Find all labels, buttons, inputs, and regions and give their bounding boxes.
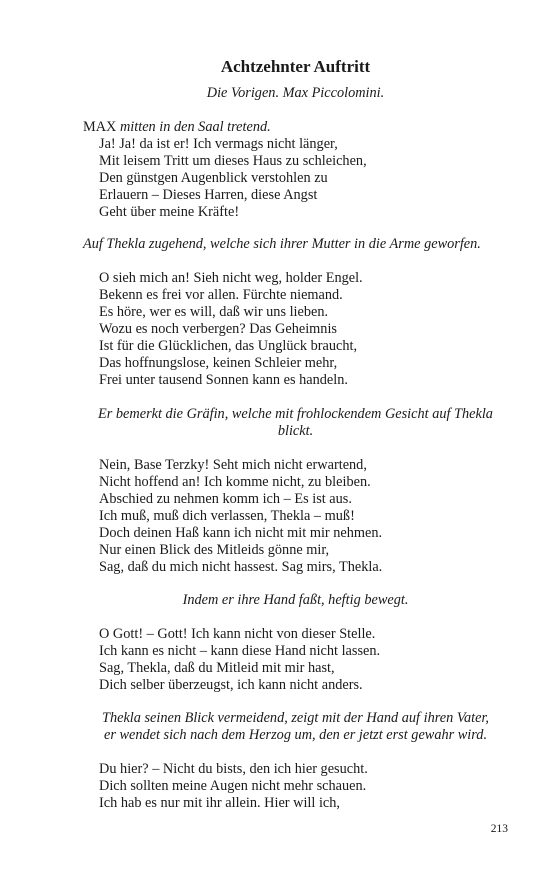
verse-line: Ich hab es nur mit ihr allein. Hier will ich, xyxy=(99,795,340,811)
verse-line: Mit leisem Tritt um dieses Haus zu schleichen, xyxy=(99,153,367,169)
verse-line: O sieh mich an! Sieh nicht weg, holder Engel. xyxy=(99,270,363,286)
speaker-line xyxy=(83,119,508,136)
speech-max-1 xyxy=(83,119,508,221)
verse-line: Du hier? – Nicht du bists, den ich hier gesucht. xyxy=(99,761,368,777)
verse-line: O Gott! – Gott! Ich kann nicht von dieser Stelle. xyxy=(99,626,376,642)
verse-line: Dich sollten meine Augen nicht mehr schauen. xyxy=(99,778,367,794)
stage-direction xyxy=(83,406,508,440)
stage-direction: Auf Thekla zugehend, welche sich ihrer Mutter in die Arme geworfen. xyxy=(83,236,481,252)
verse-line: Doch deinen Haß kann ich nicht mit mir nehmen. xyxy=(99,525,383,541)
verse-line: Nicht hoffend an! Ich komme nicht, zu bleiben. xyxy=(99,474,371,490)
stage-direction-line: blickt. xyxy=(277,423,314,439)
verse-block xyxy=(83,270,524,389)
stage-direction-line: Er bemerkt die Gräfin, welche mit frohlockendem Gesicht auf Thekla xyxy=(98,406,493,422)
verse-line: Wozu es noch verbergen? Das Geheimnis xyxy=(99,321,337,337)
verse-line: Ich muß, muß dich verlassen, Thekla – muß! xyxy=(99,508,355,524)
verse-line: Es höre, wer es will, daß wir uns lieben. xyxy=(99,304,329,320)
verse-block xyxy=(83,761,524,812)
verse-line: Geht über meine Kräfte! xyxy=(99,204,240,220)
page-number: 213 xyxy=(490,823,508,835)
stage-direction-line: Thekla seinen Blick vermeidend, zeigt mit der Hand auf ihren Vater, xyxy=(102,710,489,726)
scene-cast: Die Vorigen. Max Piccolomini. xyxy=(206,85,385,101)
scene-title: Achtzehnter Auftritt xyxy=(220,57,371,76)
verse-line: Ich kann es nicht – kann diese Hand nicht lassen. xyxy=(99,643,381,659)
speaker-name: MAX xyxy=(83,119,117,135)
verse-block xyxy=(83,457,524,576)
verse-line: Erlauern – Dieses Harren, diese Angst xyxy=(99,187,318,203)
stage-direction: Indem er ihre Hand faßt, heftig bewegt. xyxy=(182,592,409,608)
verse-line: Bekenn es frei vor allen. Fürchte niemand. xyxy=(99,287,343,303)
verse-line: Ist für die Glücklichen, das Unglück braucht, xyxy=(99,338,358,354)
verse-line: Abschied zu nehmen komm ich – Es ist aus. xyxy=(99,491,352,507)
verse-line: Sag, daß du mich nicht hassest. Sag mirs, Thekla. xyxy=(99,559,383,575)
verse-line: Frei unter tausend Sonnen kann es handeln. xyxy=(99,372,348,388)
verse-line: Nein, Base Terzky! Seht mich nicht erwartend, xyxy=(99,457,367,473)
stage-direction xyxy=(83,710,508,744)
verse-block xyxy=(83,136,508,221)
verse-line: Den günstgen Augenblick verstohlen zu xyxy=(99,170,328,186)
verse-line: Dich selber überzeugst, ich kann nicht anders. xyxy=(99,677,363,693)
verse-line: Sag, Thekla, daß du Mitleid mit mir hast, xyxy=(99,660,335,676)
verse-line: Das hoffnungslose, keinen Schleier mehr, xyxy=(99,355,338,371)
verse-line: Ja! Ja! da ist er! Ich vermags nicht länger, xyxy=(99,136,338,152)
stage-direction-line: er wendet sich nach dem Herzog um, den er jetzt erst gewahr wird. xyxy=(103,727,488,743)
verse-line: Nur einen Blick des Mitleids gönne mir, xyxy=(99,542,330,558)
stage-direction-inline: mitten in den Saal tretend. xyxy=(119,119,271,135)
verse-block xyxy=(83,626,524,694)
